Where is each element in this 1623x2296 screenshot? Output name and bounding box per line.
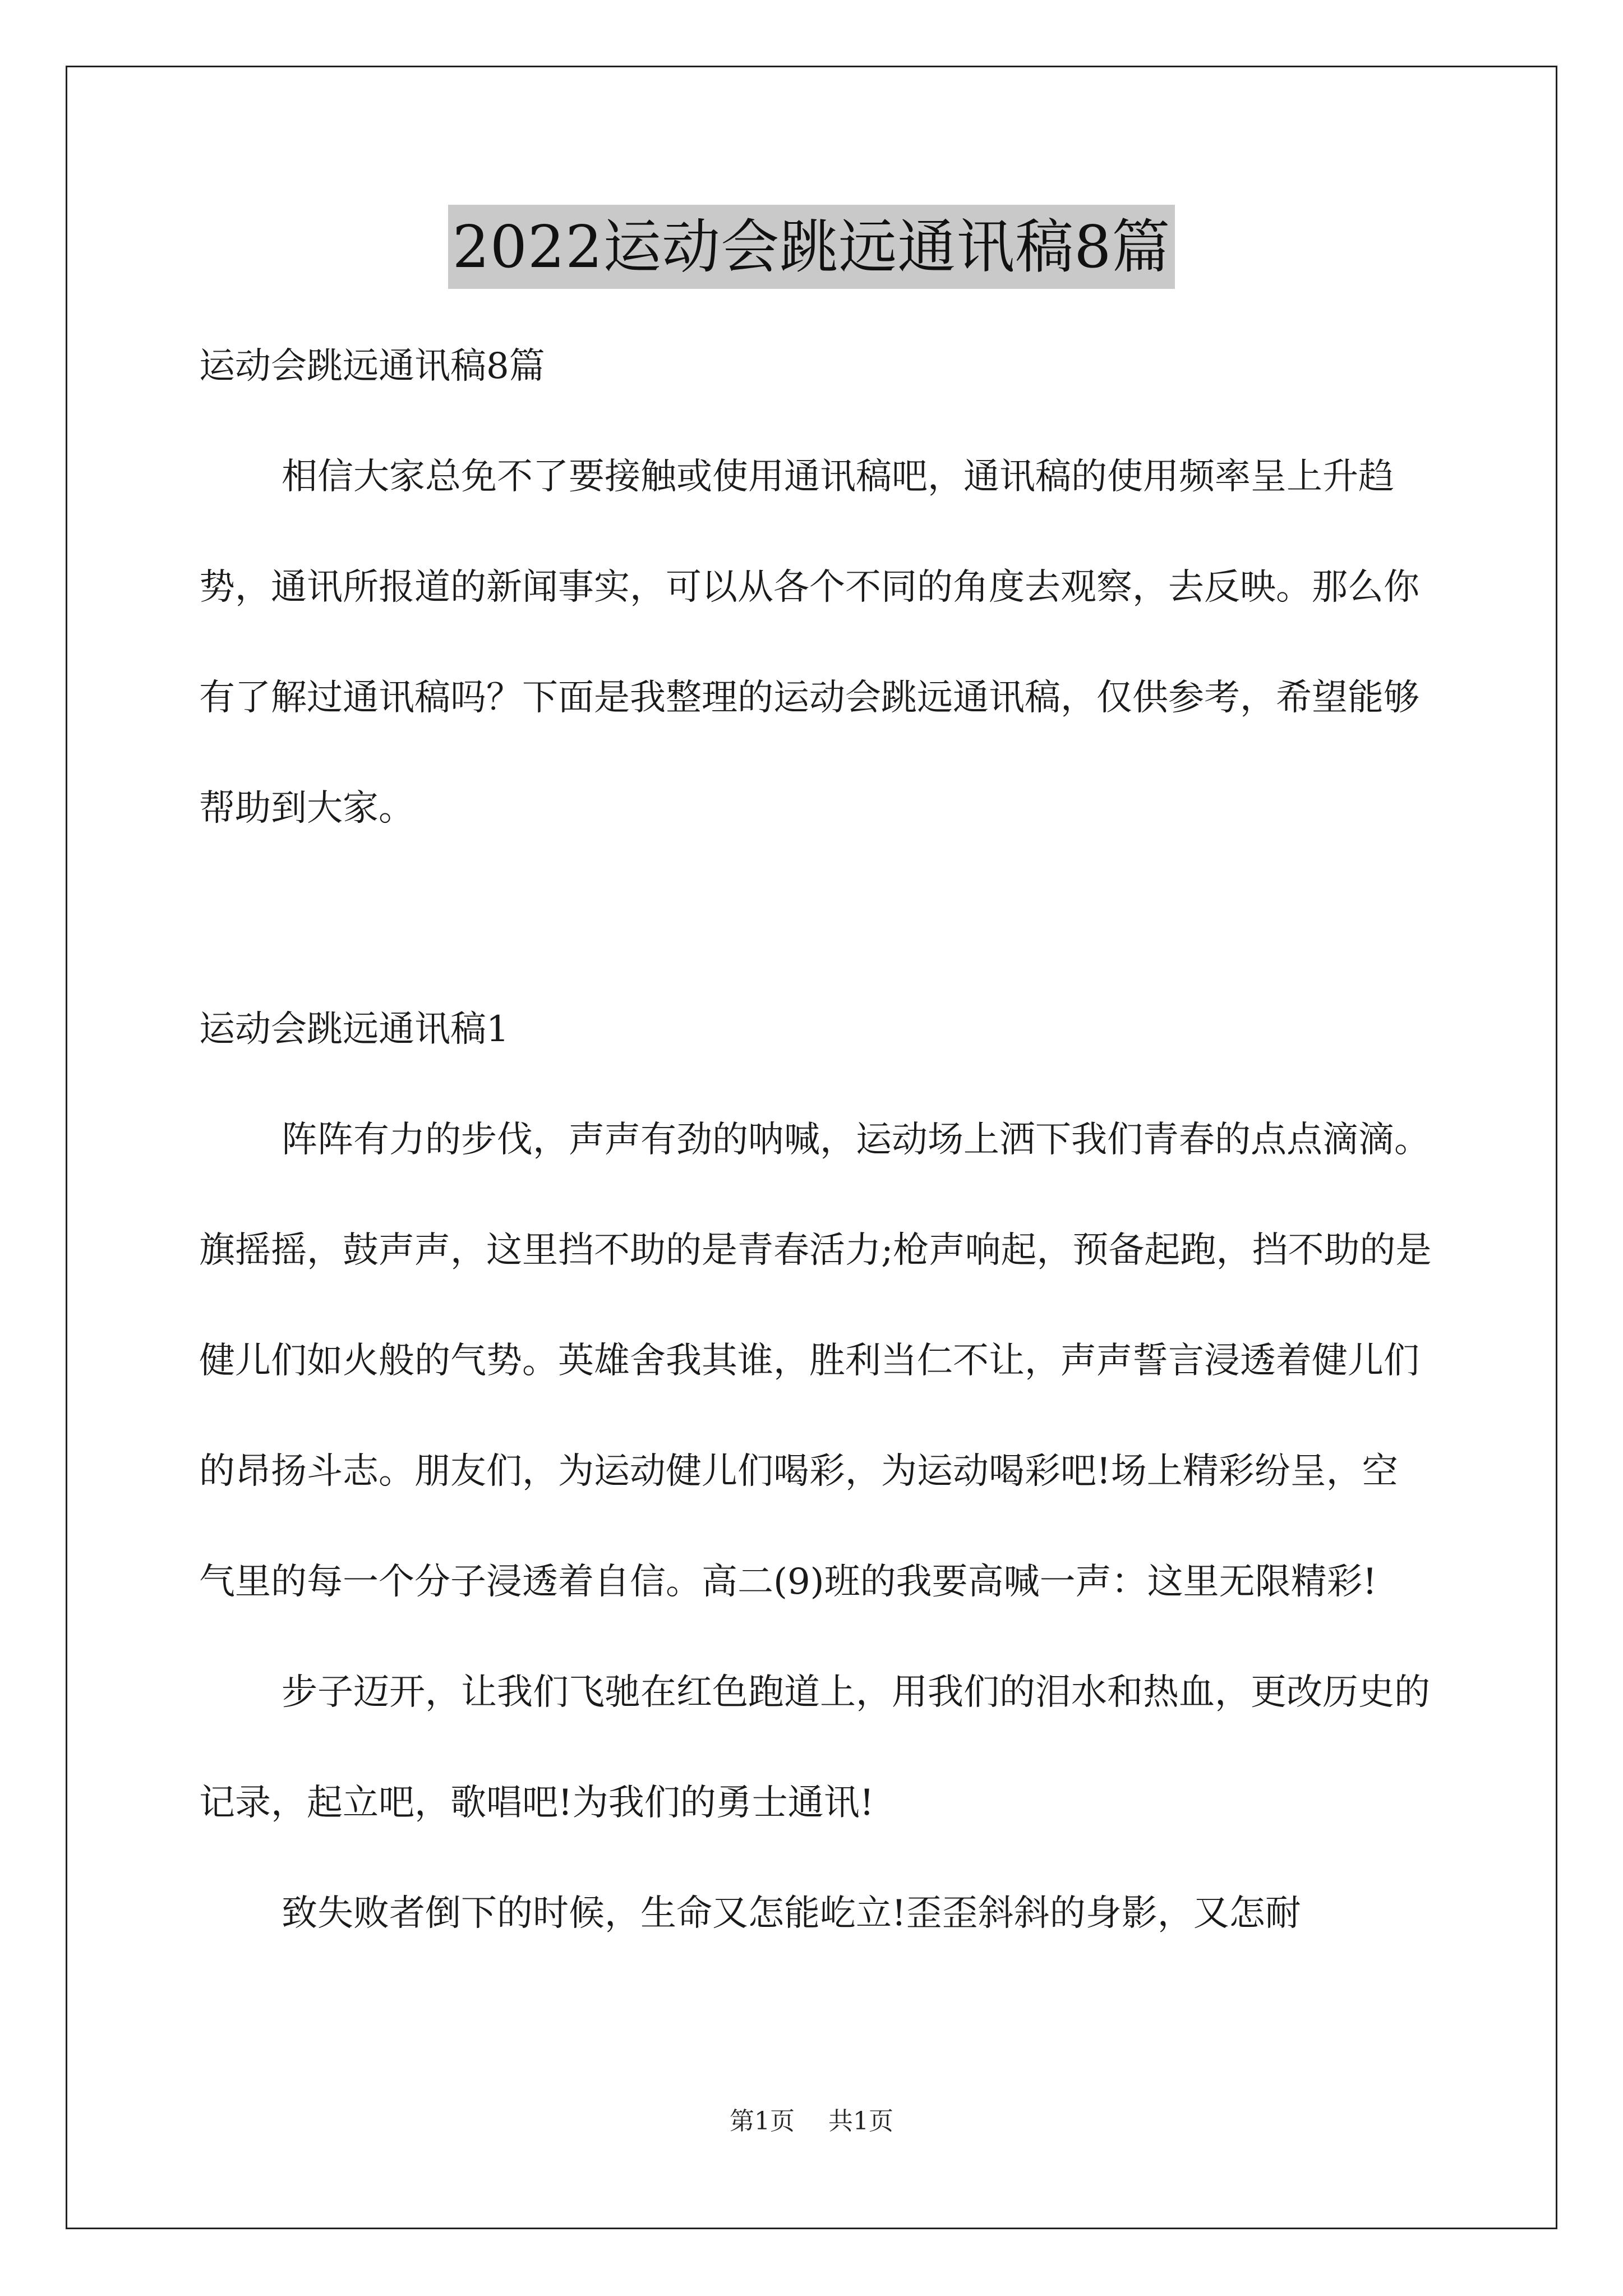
document-body [199,311,1433,1969]
page-number: 第1页 [730,2107,795,2136]
section-spacer [199,864,1433,974]
document-subtitle: 运动会跳远通讯稿8篇 [199,346,545,387]
title-container [0,205,1623,289]
body-paragraph: 致失败者倒下的时候，生命又怎能屹立!歪歪斜斜的身影，又怎耐 [282,1893,1301,1934]
body-paragraph: 阵阵有力的步伐，声声有劲的呐喊，运动场上洒下我们青春的点点滴滴。旗摇摇，鼓声声，这里挡不助的是青春活力;枪声响起，预备起跑，挡不助的是健儿们如火般的气势。英雄舍我其谁，胜利当仁不让，声声誓言浸透着健儿们的昂扬斗志。朋友们，为运动健儿们喝彩，为运动喝彩吧!场上精彩纷呈，空气里的每一个分子浸透着自信。高二(9)班的我要高喊一声：这里无限精彩! [199,1119,1432,1603]
section-heading: 运动会跳远通讯稿1 [199,1009,509,1050]
document-title: 2022运动会跳远通讯稿8篇 [448,205,1175,289]
intro-paragraph: 相信大家总免不了要接触或使用通讯稿吧，通讯稿的使用频率呈上升趋势，通讯所报道的新闻事实，可以从各个不同的角度去观察，去反映。那么你有了解过通讯稿吗？下面是我整理的运动会跳远通讯稿，仅供参考，希望能够帮助到大家。 [199,456,1419,829]
page-footer [0,2101,1623,2137]
body-paragraph: 步子迈开，让我们飞驰在红色跑道上，用我们的泪水和热血，更改历史的记录，起立吧，歌唱吧!为我们的勇士通讯! [199,1672,1430,1824]
page-total: 共1页 [828,2107,893,2136]
